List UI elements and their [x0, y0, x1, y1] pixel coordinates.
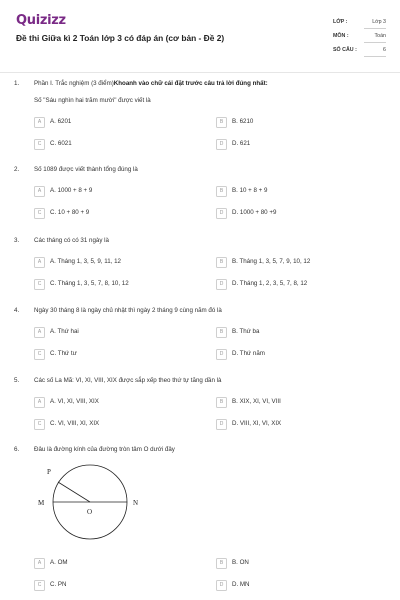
option-letter-box: C — [34, 279, 45, 290]
option-letter-box: B — [216, 327, 227, 338]
option-text: C. 10 + 80 + 9 — [50, 209, 90, 216]
worksheet-title: Đề thi Giữa kì 2 Toán lớp 3 có đáp án (cơ bản - Đề 2) — [16, 33, 225, 43]
option-letter-box: A — [34, 186, 45, 197]
option-text: A. 6201 — [50, 118, 72, 125]
question-text: Số "Sáu nghìn hai trăm mười" được viết là — [34, 97, 151, 104]
option-letter-box: A — [34, 117, 45, 128]
question-text: Số 1089 được viết thành tổng đúng là — [34, 166, 138, 173]
question-number: 2. — [14, 166, 20, 173]
option-text: B. 10 + 8 + 9 — [232, 187, 268, 194]
option-letter-box: A — [34, 257, 45, 268]
option-text: B. ON — [232, 559, 249, 566]
option-text: C. Thứ tư — [50, 350, 77, 357]
option-letter-box: C — [34, 349, 45, 360]
option-text: A. Thứ hai — [50, 328, 79, 335]
option-text: C. Tháng 1, 3, 5, 7, 8, 10, 12 — [50, 280, 129, 287]
option-text: C. VI, VIII, XI, XIX — [50, 420, 100, 427]
meta-row-count — [330, 44, 388, 58]
option-text: C. 6021 — [50, 140, 72, 147]
option-letter-box: D — [216, 419, 227, 430]
quizizz-logo: Quizizz — [16, 13, 66, 28]
option-letter-box: D — [216, 580, 227, 591]
header-divider — [0, 72, 400, 73]
meta-label: SỐ CÂU : — [333, 47, 357, 53]
option-text: B. XIX, XI, VI, VIII — [232, 398, 281, 405]
option-letter-box: B — [216, 117, 227, 128]
meta-label: LỚP : — [333, 19, 348, 25]
option-text: B. 6210 — [232, 118, 254, 125]
option-letter-box: B — [216, 257, 227, 268]
question-intro — [34, 80, 268, 87]
option-letter-box: D — [216, 208, 227, 219]
option-letter-box: D — [216, 139, 227, 150]
question-text: Các số La Mã: VI, XI, VIII, XIX được sắp xếp theo thứ tự tăng dần là — [34, 377, 222, 384]
option-letter-box: C — [34, 580, 45, 591]
worksheet-meta — [330, 16, 388, 58]
meta-row-subject — [330, 30, 388, 44]
option-letter-box: C — [34, 419, 45, 430]
option-text: A. 1000 + 8 + 9 — [50, 187, 93, 194]
question-number: 4. — [14, 307, 20, 314]
question-text: Ngày 30 tháng 8 là ngày chủ nhật thì ngày 2 tháng 9 cùng năm đó là — [34, 307, 222, 314]
meta-value: 6 — [364, 45, 386, 57]
instruction-bold: Khoanh vào chữ cái đặt trước câu trả lời đúng nhất: — [113, 80, 268, 87]
meta-value: Toán — [364, 31, 386, 43]
question-number: 6. — [14, 446, 20, 453]
option-text: D. MN — [232, 581, 250, 588]
option-text: C. PN — [50, 581, 67, 588]
option-letter-box: A — [34, 558, 45, 569]
option-letter-box: B — [216, 186, 227, 197]
option-letter-box: A — [34, 397, 45, 408]
point-n-label: N — [133, 499, 139, 507]
option-text: A. VI, XI, VIII, XIX — [50, 398, 99, 405]
meta-value: Lớp 3 — [364, 17, 386, 29]
question-text: Đâu là đường kính của đường tròn tâm O dưới đây — [34, 446, 175, 453]
question-number: 5. — [14, 377, 20, 384]
option-letter-box: B — [216, 558, 227, 569]
section-heading: Phần I. Trắc nghiệm (3 điểm) — [34, 80, 114, 87]
circle-diagram — [34, 462, 144, 542]
option-text: A. Tháng 1, 3, 5, 9, 11, 12 — [50, 258, 121, 265]
point-p-label: P — [47, 468, 51, 476]
meta-label: MÔN : — [333, 33, 349, 39]
option-text: D. 621 — [232, 140, 251, 147]
meta-row-class — [330, 16, 388, 30]
option-text: D. VIII, XI, VI, XIX — [232, 420, 282, 427]
option-text: A. OM — [50, 559, 68, 566]
option-letter-box: C — [34, 208, 45, 219]
option-text: B. Thứ ba — [232, 328, 260, 335]
option-letter-box: D — [216, 349, 227, 360]
option-text: D. 1000 + 80 +9 — [232, 209, 277, 216]
option-letter-box: D — [216, 279, 227, 290]
option-letter-box: B — [216, 397, 227, 408]
question-text: Các tháng có có 31 ngày là — [34, 237, 109, 244]
radius-line — [58, 482, 90, 502]
option-letter-box: A — [34, 327, 45, 338]
option-text: B. Tháng 1, 3, 5, 7, 9, 10, 12 — [232, 258, 311, 265]
option-text: D. Thứ năm — [232, 350, 265, 357]
option-letter-box: C — [34, 139, 45, 150]
point-m-label: M — [38, 499, 45, 507]
worksheet-header — [0, 0, 400, 65]
question-number: 3. — [14, 237, 20, 244]
center-o-label: O — [87, 508, 93, 516]
option-text: D. Tháng 1, 2, 3, 5, 7, 8, 12 — [232, 280, 308, 287]
question-number: 1. — [14, 80, 20, 87]
